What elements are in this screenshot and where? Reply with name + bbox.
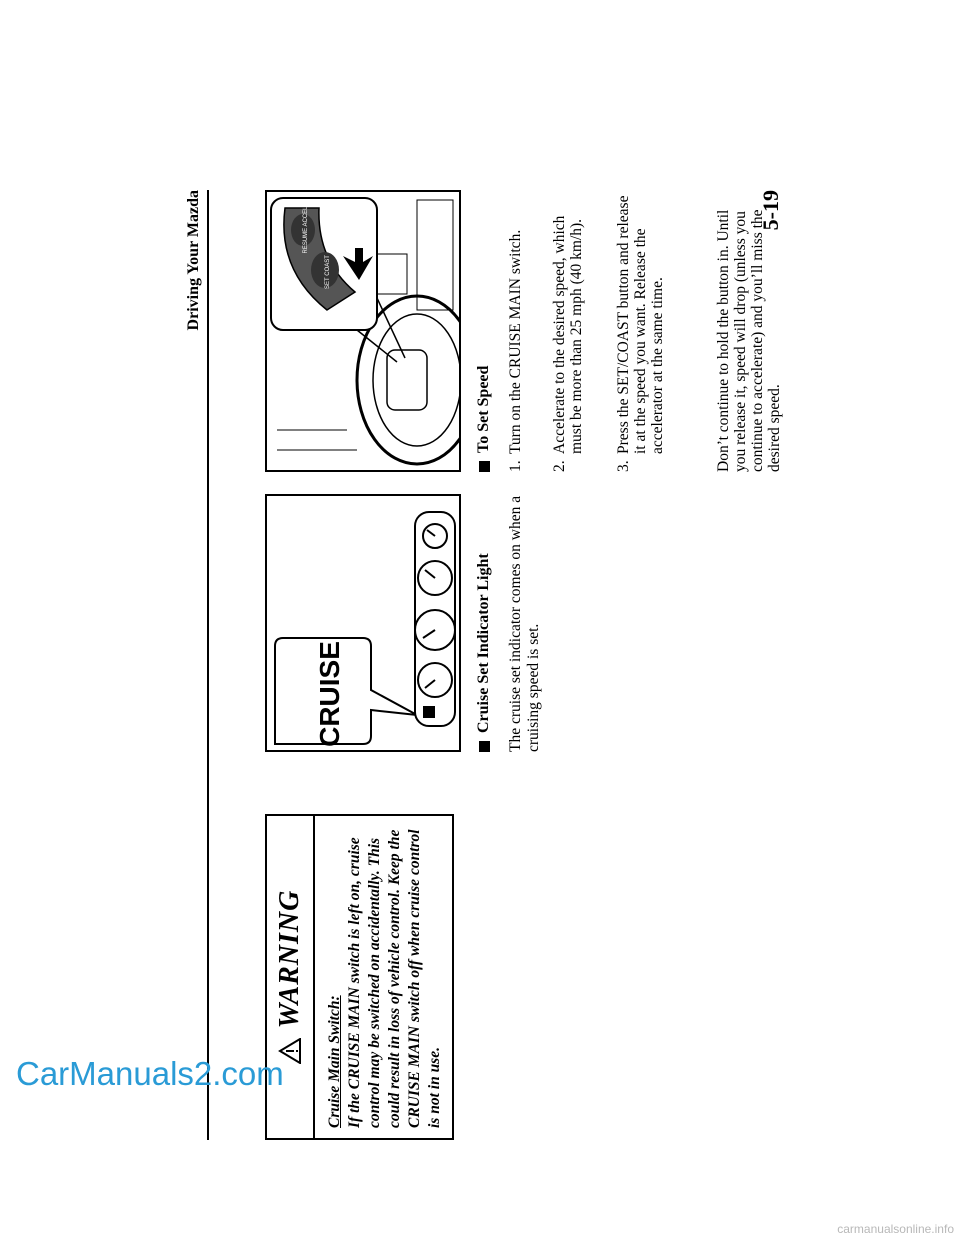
page-number: 5-19 bbox=[758, 190, 783, 231]
step-text: Turn on the CRUISE MAIN switch. bbox=[507, 229, 524, 454]
steering-wheel-drawing bbox=[267, 192, 459, 470]
rotated-manual-page bbox=[185, 190, 805, 1140]
square-bullet-icon bbox=[479, 741, 490, 752]
instrument-cluster-illustration bbox=[265, 494, 461, 752]
indicator-heading-text: Cruise Set Indicator Light bbox=[475, 553, 492, 733]
step-number: 2. bbox=[551, 460, 568, 472]
warning-title: WARNING bbox=[274, 889, 305, 1029]
header-rule bbox=[207, 190, 209, 1140]
set-coast-label: SET COAST bbox=[325, 255, 331, 289]
step-1 bbox=[507, 190, 524, 472]
warning-box bbox=[265, 814, 454, 1140]
step-number: 1. bbox=[507, 460, 524, 472]
watermark-left: CarManuals2.com bbox=[16, 1055, 284, 1092]
cruise-label: CRUISE bbox=[314, 641, 345, 747]
indicator-text: The cruise set indicator comes on when a cruising speed is set. bbox=[507, 495, 542, 752]
steering-wheel-illustration bbox=[265, 190, 461, 472]
step-text: Accelerate to the desired speed, which must be more than 25 mph (40 km/h). bbox=[551, 215, 585, 454]
warning-subtitle: Cruise Main Switch: bbox=[326, 995, 343, 1128]
warning-text: If the CRUISE MAIN switch is left on, cruise control may be switched on accidentally. This could result in loss of vehicle control. Keep the CRUISE MAIN switch off when cruise control is not in use. bbox=[346, 829, 443, 1128]
set-speed-note: Don’t continue to hold the button in. Until you release it, speed will drop (unless you continue to accelerate) and you’ll miss the desired speed. bbox=[715, 209, 783, 472]
watermark-right: carmanualsonline.info bbox=[837, 1222, 954, 1236]
step-number: 3. bbox=[615, 460, 632, 472]
step-text: Press the SET/COAST button and release it at the speed you want. Release the accelerator at the same time. bbox=[615, 195, 666, 454]
indicator-heading bbox=[475, 553, 493, 752]
resume-accel-label: RESUME ACCEL bbox=[303, 206, 309, 254]
instrument-cluster-drawing bbox=[267, 496, 459, 750]
step-3 bbox=[615, 190, 666, 472]
set-speed-heading-text: To Set Speed bbox=[475, 365, 492, 453]
set-speed-heading bbox=[475, 366, 493, 472]
page-header-title: Driving Your Mazda bbox=[185, 190, 202, 331]
warning-body bbox=[315, 816, 445, 1138]
step-2 bbox=[551, 190, 585, 472]
square-bullet-icon bbox=[479, 461, 490, 472]
